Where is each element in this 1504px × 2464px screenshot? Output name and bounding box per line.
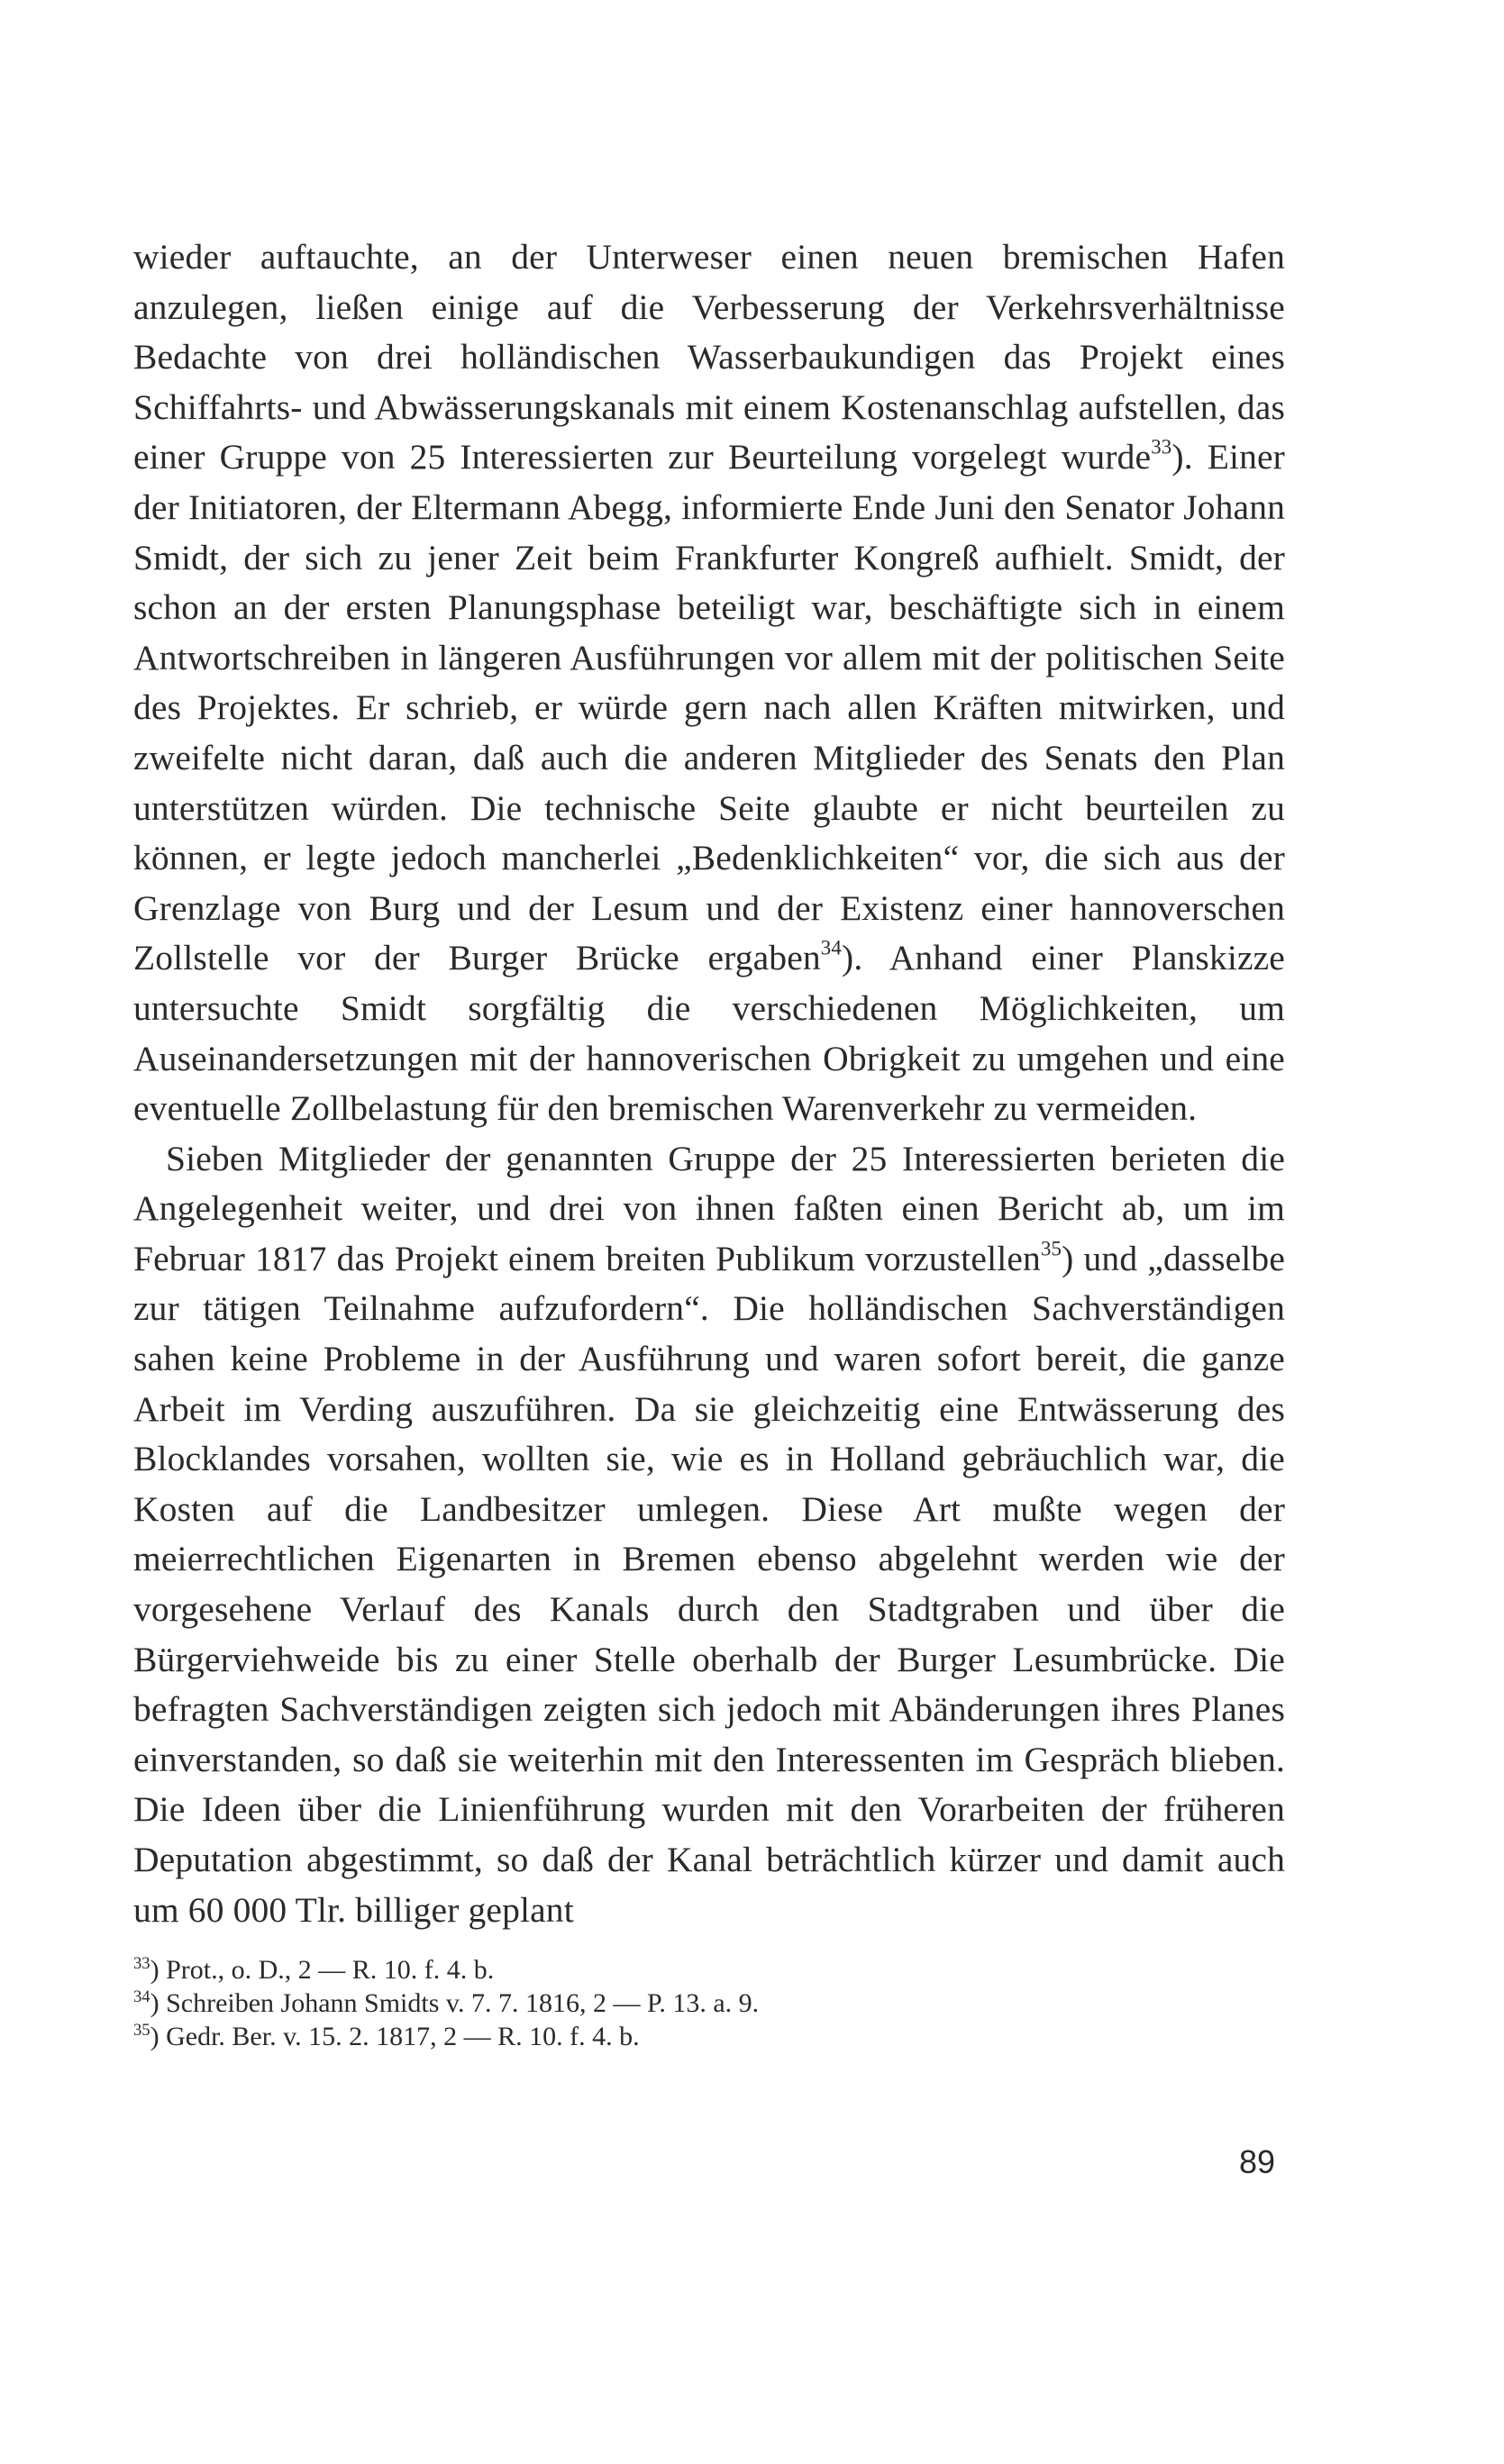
footnote-paren: ) [150,2022,167,2051]
paragraph-2-text-b: ) und „dasselbe zur tätigen Teilnahme aufzufordern“. Die holländischen Sachverständigen sahen keine Probleme in der Ausführung und waren sofort bereit, die ganze Arbeit im Verding auszuführen. Da sie gleichzeitig eine Entwässerung des Blocklandes vorsahen, wollten sie, wie es in Holland gebräuchlich war, die Kosten auf die Landbesitzer umlegen. Diese Art mußte wegen der meierrechtlichen Eigenarten in Bremen ebenso abgelehnt werden wie der vorgesehene Verlauf des Kanals durch den Stadtgraben und über die Bürgerviehweide bis zu einer Stelle oberhalb der Burger Lesumbrücke. Die befragten Sachverständigen zeigten sich jedoch mit Abänderungen ihres Planes einverstanden, so daß sie weiterhin mit den Interessenten im Gespräch blieben. Die Ideen über die Linienführung wurden mit den Vorarbeiten der früheren Deputation abgestimmt, so daß der Kanal beträchtlich kürzer und damit auch um 60 000 Tlr. billiger geplant [133,1238,1286,1930]
footnote-text: Prot., o. D., 2 — R. 10. f. 4. b. [166,1955,495,1985]
paragraph-1-text-c: ). Anhand einer Planskizze untersuchte Smidt sorgfältig die verschiedenen Möglichkeiten, um Auseinandersetzungen mit der hannoverischen Obrigkeit zu umgehen und eine eventuelle Zollbelastung für den bremischen Warenverkehr zu vermeiden. [133,938,1285,1129]
footnote-number: 33 [133,1953,150,1973]
paragraph-1 [133,232,1285,1134]
footnote-35 [133,2020,1285,2053]
paragraph-2-text-a: Sieben Mitglieder der genannten Gruppe der 25 Interessierten berieten die Angelegenheit weiter, und drei von ihnen faßten einen Bericht ab, um im Februar 1817 das Projekt einem breiten Publikum vorzustellen [133,1138,1285,1278]
footnote-ref-35: 35 [1040,1237,1062,1260]
footnote-number: 35 [133,2020,150,2040]
footnote-33 [133,1953,1285,1987]
footnote-paren: ) [150,1955,167,1985]
footnote-ref-33: 33 [1151,435,1172,459]
paragraph-2 [133,1134,1285,1936]
footnote-number: 34 [133,1987,150,2006]
footnote-text: Schreiben Johann Smidts v. 7. 7. 1816, 2 — P. 13. a. 9. [166,1988,760,2018]
main-text [133,232,1285,1935]
footnote-text: Gedr. Ber. v. 15. 2. 1817, 2 — R. 10. f. 4. b. [166,2022,640,2051]
paragraph-1-text-b: ). Einer der Initiatoren, der Eltermann Abegg, informierte Ende Juni den Senator Johann Smidt, der sich zu jener Zeit beim Frankfurter Kongreß aufhielt. Smidt, der schon an der ersten Planungsphase beteiligt war, beschäftigte sich in einem Antwortschreiben in längeren Ausführungen vor allem mit der politischen Seite des Projektes. Er schrieb, er würde gern nach allen Kräften mitwirken, und zweifelte nicht daran, daß auch die anderen Mitglieder des Senats den Plan unterstützen würden. Die technische Seite glaubte er nicht beurteilen zu können, er legte jedoch mancherlei „Bedenklichkeiten“ vor, die sich aus der Grenzlage von Burg und der Lesum und der Existenz einer hannoverschen Zollstelle vor der Burger Brücke ergaben [133,437,1285,978]
paragraph-1-text-a: wieder auftauchte, an der Unterweser einen neuen bremischen Hafen anzulegen, ließen einige auf die Verbesserung der Verkehrsverhältnisse Bedachte von drei holländischen Wasserbaukundigen das Projekt eines Schiffahrts- und Abwässerungskanals mit einem Kostenanschlag aufstellen, das einer Gruppe von 25 Interessierten zur Beurteilung vorgelegt wurde [133,237,1285,477]
footnote-paren: ) [150,1988,167,2018]
footnote-ref-34: 34 [820,936,843,959]
page-number: 89 [1238,2143,1275,2180]
footnote-34 [133,1987,1285,2020]
footnotes [133,1953,1285,2053]
